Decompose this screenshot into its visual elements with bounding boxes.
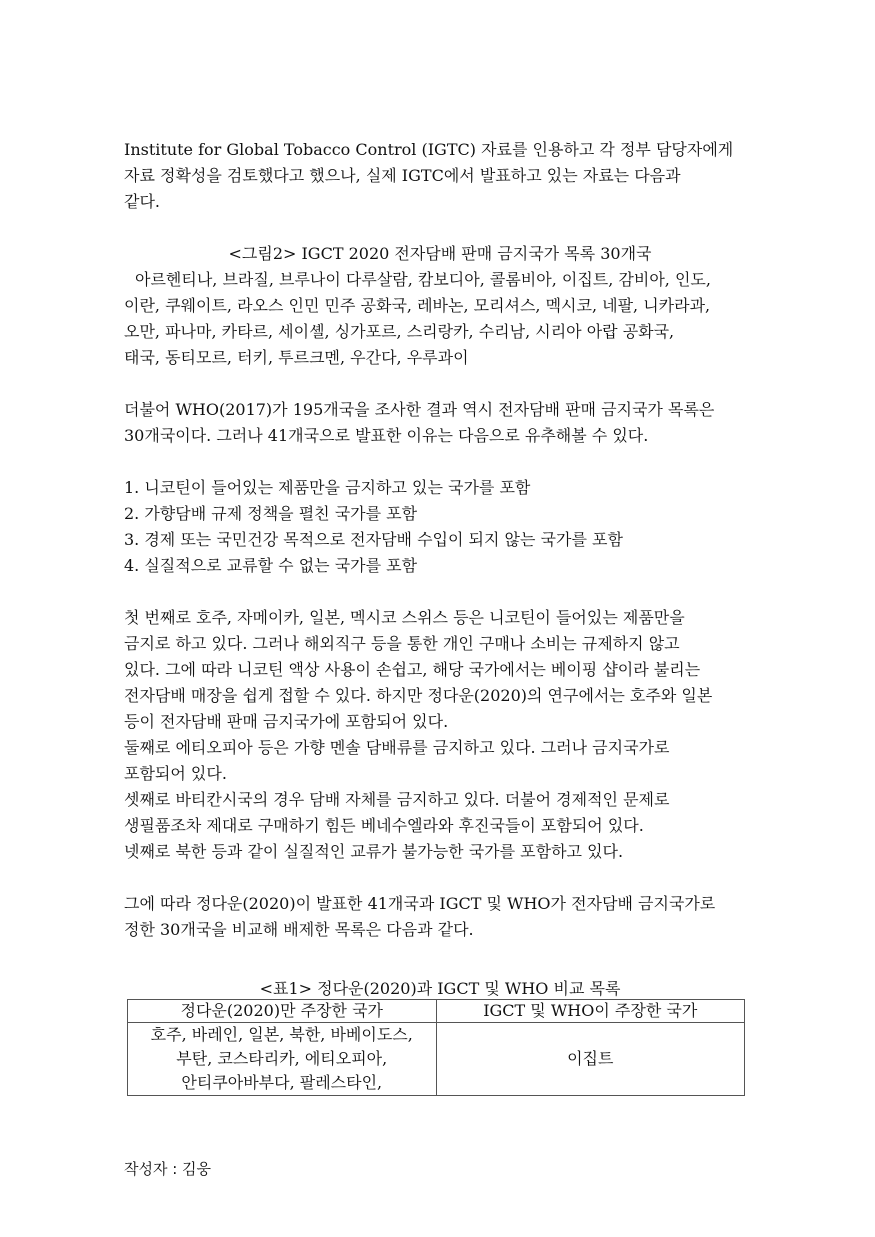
table-row <box>128 1023 745 1096</box>
figure2-country-line: 아르헨티나, 브라질, 브루나이 다루살람, 캄보디아, 콜롬비아, 이집트, 감비아, 인도, <box>135 270 711 289</box>
reason-item: 1. 니코틴이 들어있는 제품만을 금지하고 있는 국가를 포함 <box>124 478 531 497</box>
reason-item: 3. 경제 또는 국민건강 목적으로 전자담배 수입이 되지 않는 국가를 포함 <box>124 530 623 549</box>
document-body <box>124 137 756 1096</box>
figure2-country-line: 이란, 쿠웨이트, 라오스 인민 민주 공화국, 레바논, 모리셔스, 멕시코, 네팔, 니카라과, <box>124 296 711 315</box>
explanation-line: 둘째로 에티오피아 등은 가향 멘솔 담배류를 금지하고 있다. 그러나 금지국가로 <box>124 738 670 757</box>
table-header-cell: 정다운(2020)만 주장한 국가 <box>128 1000 437 1023</box>
explanation-line: 있다. 그에 따라 니코틴 액상 사용이 손쉽고, 해당 국가에서는 베이핑 샵이라 불리는 <box>124 660 701 679</box>
figure2-caption: <그림2> IGCT 2020 전자담배 판매 금지국가 목록 30개국 <box>228 244 652 263</box>
explanation-line: 넷째로 북한 등과 같이 실질적인 교류가 불가능한 국가를 포함하고 있다. <box>124 842 624 861</box>
table-cell: 이집트 <box>436 1023 745 1096</box>
table-cell <box>128 1023 437 1096</box>
explanation-line: 금지로 하고 있다. 그러나 해외직구 등을 통한 개인 구매나 소비는 규제하지 않고 <box>124 634 680 653</box>
explanation-line: 포함되어 있다. <box>124 764 227 783</box>
conclusion-line-1: 그에 따라 정다운(2020)이 발표한 41개국과 IGCT 및 WHO가 전자담배 금지국가로 <box>124 894 716 913</box>
table-cell-line: 안티쿠아바부다, 팔레스타인, <box>181 1073 383 1092</box>
conclusion-line-2: 정한 30개국을 비교해 배제한 목록은 다음과 같다. <box>124 920 474 939</box>
intro-line-2: 자료 정확성을 검토했다고 했으나, 실제 IGTC에서 발표하고 있는 자료는 다음과 <box>124 166 681 185</box>
who-paragraph-line-1: 더불어 WHO(2017)가 195개국을 조사한 결과 역시 전자담배 판매 금지국가 목록은 <box>124 400 715 419</box>
explanation-line: 전자담배 매장을 쉽게 접할 수 있다. 하지만 정다운(2020)의 연구에서는 호주와 일본 <box>124 686 713 705</box>
explanation-line: 첫 번째로 호주, 자메이카, 일본, 멕시코 스위스 등은 니코틴이 들어있는 제품만을 <box>124 608 685 627</box>
intro-line-3: 같다. <box>124 192 160 211</box>
table-header-row <box>128 1000 745 1023</box>
author-footer: 작성자 : 김웅 <box>124 1160 212 1178</box>
comparison-table <box>127 999 745 1096</box>
table1-caption: <표1> 정다운(2020)과 IGCT 및 WHO 비교 목록 <box>259 979 621 998</box>
figure2-country-line: 오만, 파나마, 카타르, 세이셸, 싱가포르, 스리랑카, 수리남, 시리아 아랍 공화국, <box>124 322 675 341</box>
table-cell-line: 부탄, 코스타리카, 에티오피아, <box>176 1049 388 1068</box>
figure2-country-line: 태국, 동티모르, 터키, 투르크멘, 우간다, 우루과이 <box>124 348 469 367</box>
reasons-list <box>124 475 756 579</box>
table-cell-line: 호주, 바레인, 일본, 북한, 바베이도스, <box>150 1025 413 1044</box>
who-paragraph-line-2: 30개국이다. 그러나 41개국으로 발표한 이유는 다음으로 유추해볼 수 있다. <box>124 426 649 445</box>
explanation-line: 등이 전자담배 판매 금지국가에 포함되어 있다. <box>124 712 449 731</box>
explanation-line: 셋째로 바티칸시국의 경우 담배 자체를 금지하고 있다. 더불어 경제적인 문제로 <box>124 790 670 809</box>
intro-line-1: Institute for Global Tobacco Control (IGTC) 자료를 인용하고 각 정부 담당자에게 <box>124 140 734 159</box>
explanation-line: 생필품조차 제대로 구매하기 힘든 베네수엘라와 후진국들이 포함되어 있다. <box>124 816 644 835</box>
reason-item: 2. 가향담배 규제 정책을 펼친 국가를 포함 <box>124 504 418 523</box>
reason-item: 4. 실질적으로 교류할 수 없는 국가를 포함 <box>124 556 418 575</box>
table-header-cell: IGCT 및 WHO이 주장한 국가 <box>436 1000 745 1023</box>
